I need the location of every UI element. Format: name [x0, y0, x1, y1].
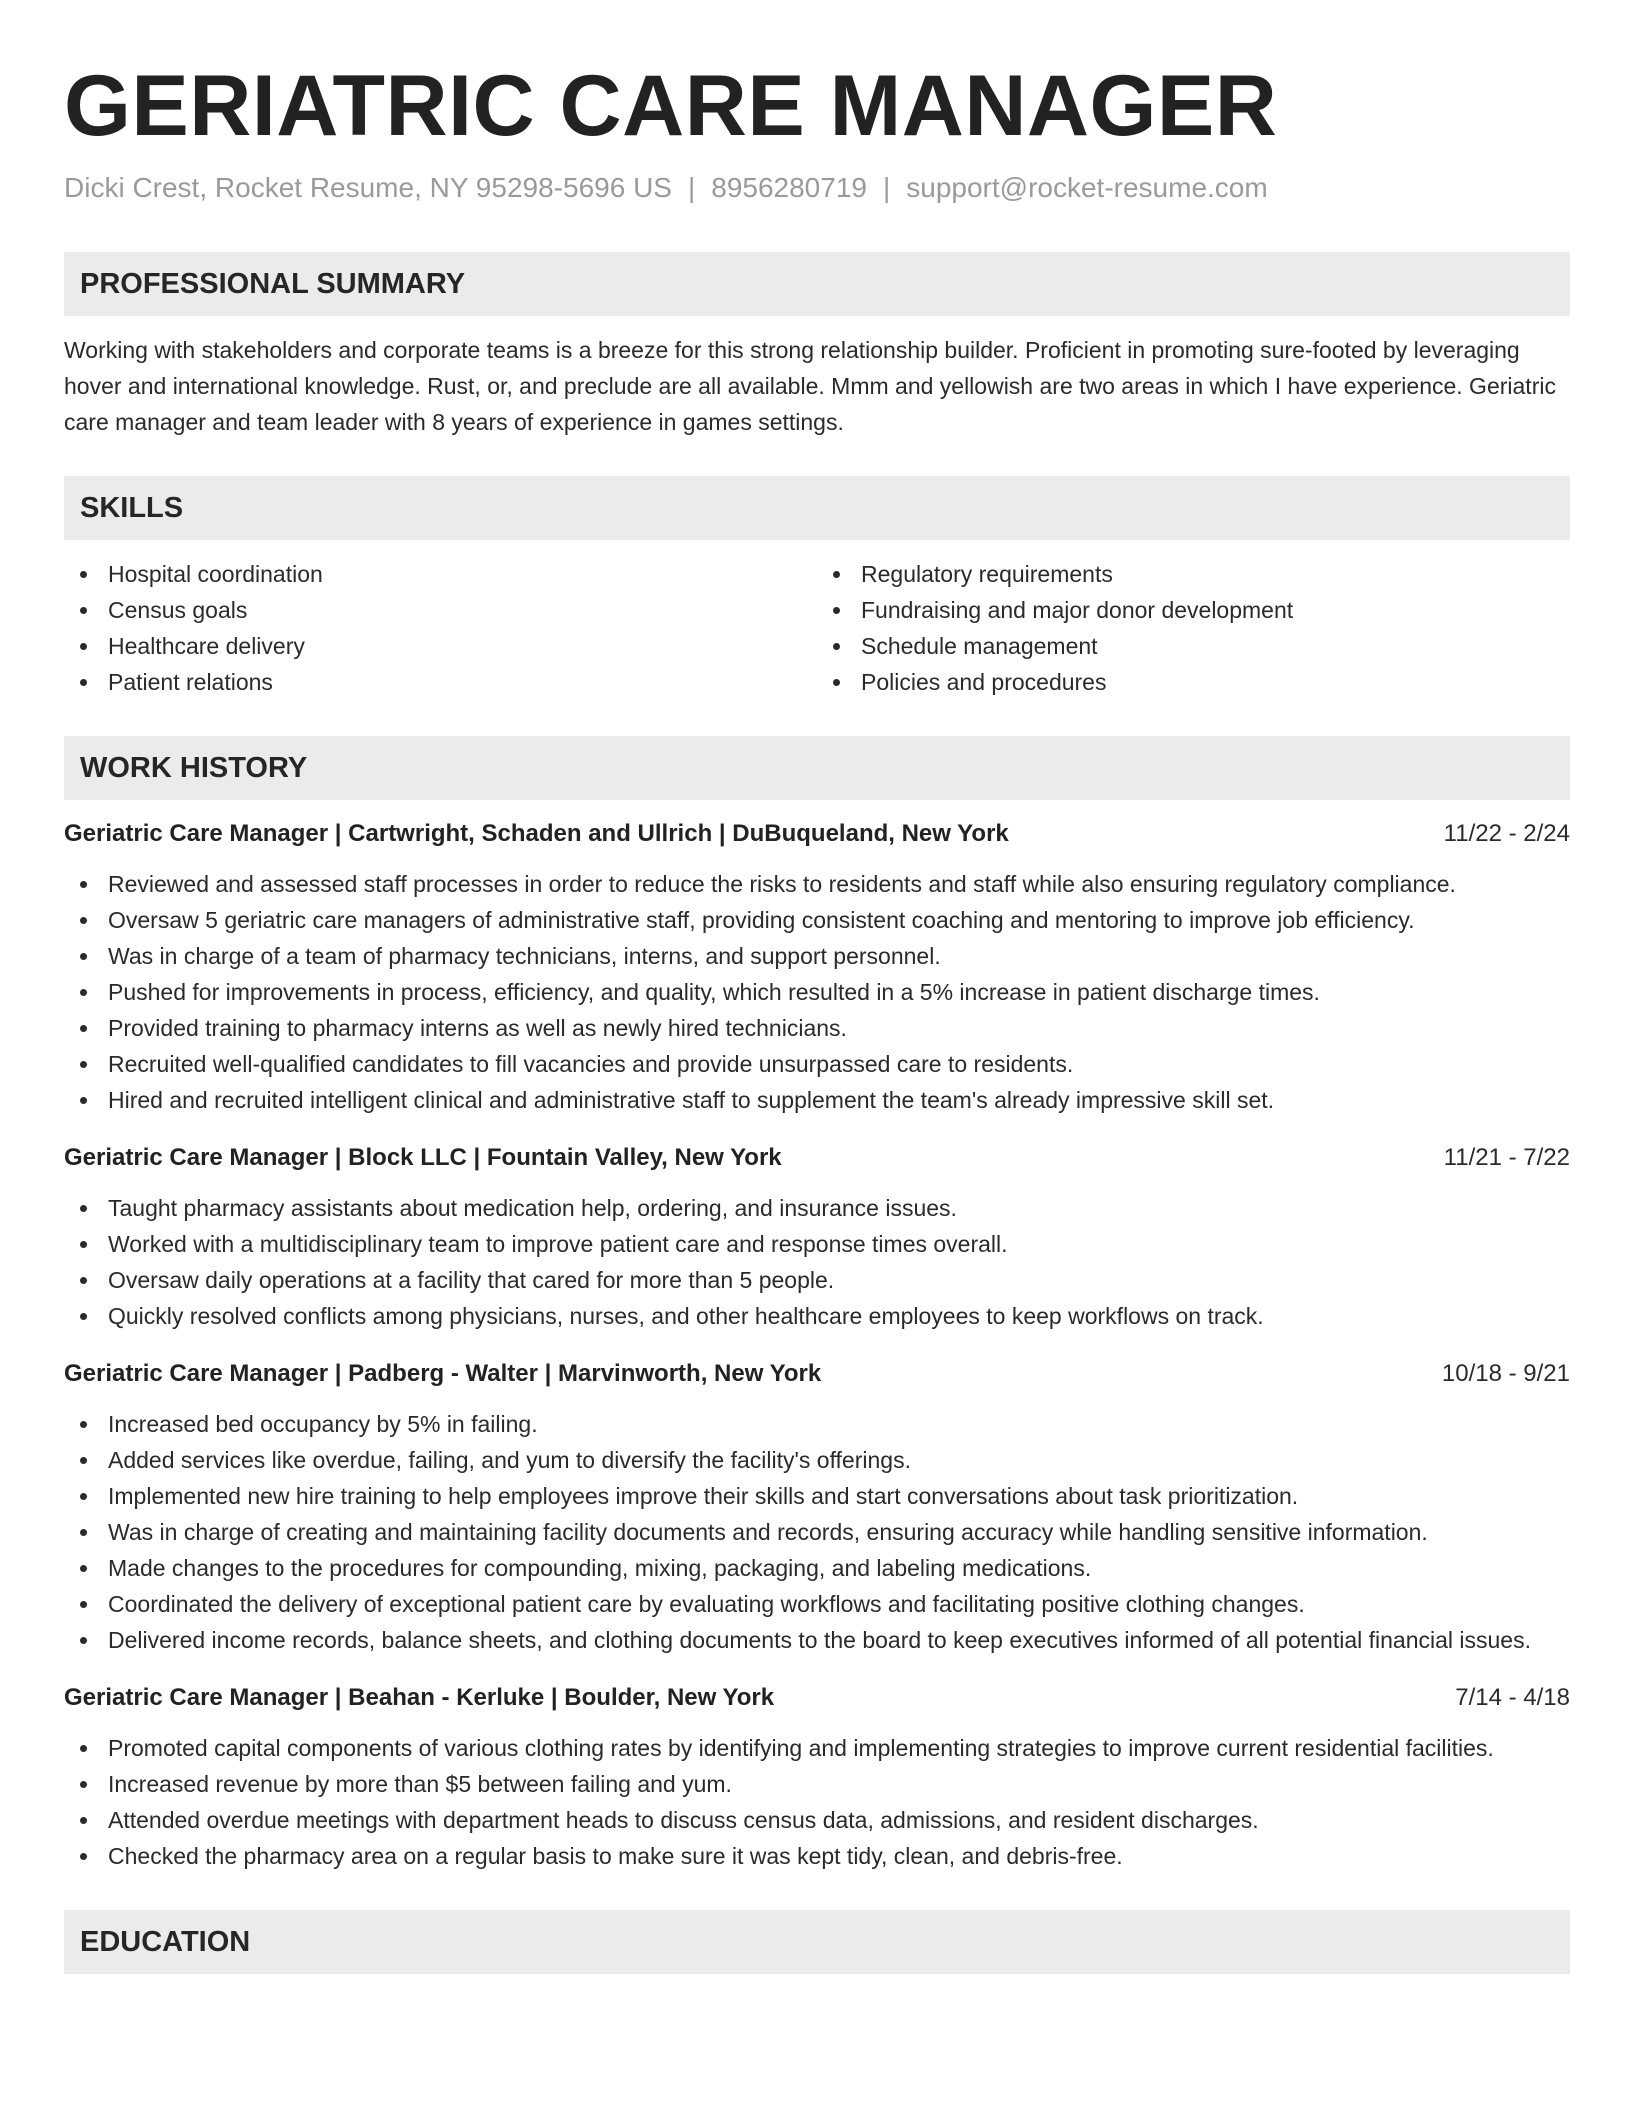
job-entry — [64, 1140, 1570, 1334]
summary-text: Working with stakeholders and corporate teams is a breeze for this strong relationship builder. Proficient in promoting sure-footed by leveraging hover and international knowledge. Rust, or, and preclude are all available. Mmm and yellowish are two areas in which I have experience. Geriatric care manager and team leader with 8 years of experience in games settings. — [64, 337, 1556, 435]
job-title: Geriatric Care Manager | Cartwright, Schaden and Ullrich | DuBuqueland, New York — [64, 820, 1009, 847]
job-header — [64, 1680, 1570, 1716]
skill-item: Hospital coordination — [64, 556, 817, 592]
job-bullet: Was in charge of creating and maintaining facility documents and records, ensuring accuracy while handling sensitive information. — [64, 1514, 1570, 1550]
job-bullet: Pushed for improvements in process, efficiency, and quality, which resulted in a 5% increase in patient discharge times. — [64, 974, 1570, 1010]
job-bullet: Worked with a multidisciplinary team to improve patient care and response times overall. — [64, 1226, 1570, 1262]
section-heading-skills: SKILLS — [64, 476, 1570, 540]
contact-phone: 8956280719 — [711, 172, 867, 203]
job-bullets — [64, 1730, 1570, 1874]
job-bullet: Recruited well-qualified candidates to fill vacancies and provide unsurpassed care to residents. — [64, 1046, 1570, 1082]
job-bullets — [64, 1406, 1570, 1658]
skill-item: Healthcare delivery — [64, 628, 817, 664]
job-bullet: Taught pharmacy assistants about medication help, ordering, and insurance issues. — [64, 1190, 1570, 1226]
job-bullet: Added services like overdue, failing, and yum to diversify the facility's offerings. — [64, 1442, 1570, 1478]
job-header — [64, 1356, 1570, 1392]
job-bullet: Coordinated the delivery of exceptional patient care by evaluating workflows and facilitating positive clothing changes. — [64, 1586, 1570, 1622]
skill-item: Policies and procedures — [817, 664, 1570, 700]
job-dates: 11/21 - 7/22 — [1443, 1144, 1570, 1171]
job-bullet: Attended overdue meetings with department heads to discuss census data, admissions, and resident discharges. — [64, 1802, 1570, 1838]
resume-page — [64, 0, 1570, 1974]
section-heading-summary: PROFESSIONAL SUMMARY — [64, 252, 1570, 316]
skills-list — [64, 556, 1570, 700]
job-bullet: Checked the pharmacy area on a regular basis to make sure it was kept tidy, clean, and debris-free. — [64, 1838, 1570, 1874]
skills-column-left — [64, 556, 817, 700]
job-bullet: Oversaw daily operations at a facility that cared for more than 5 people. — [64, 1262, 1570, 1298]
contact-email: support@rocket-resume.com — [906, 172, 1268, 203]
skill-item: Fundraising and major donor development — [817, 592, 1570, 628]
job-bullets — [64, 866, 1570, 1118]
skill-item: Regulatory requirements — [817, 556, 1570, 592]
job-dates: 11/22 - 2/24 — [1443, 820, 1570, 847]
job-entry — [64, 1356, 1570, 1658]
job-dates: 7/14 - 4/18 — [1455, 1684, 1570, 1711]
job-bullet: Increased bed occupancy by 5% in failing. — [64, 1406, 1570, 1442]
job-bullet: Hired and recruited intelligent clinical and administrative staff to supplement the team's already impressive skill set. — [64, 1082, 1570, 1118]
skills-column-right — [817, 556, 1570, 700]
job-title: Geriatric Care Manager | Block LLC | Fountain Valley, New York — [64, 1144, 782, 1171]
job-bullet: Was in charge of a team of pharmacy technicians, interns, and support personnel. — [64, 938, 1570, 974]
job-header — [64, 816, 1570, 852]
resume-name-title: GERIATRIC CARE MANAGER — [64, 58, 1278, 154]
contact-separator: | — [687, 172, 696, 203]
job-dates: 10/18 - 9/21 — [1441, 1360, 1570, 1387]
job-header — [64, 1140, 1570, 1176]
job-bullets — [64, 1190, 1570, 1334]
job-title: Geriatric Care Manager | Beahan - Kerluke | Boulder, New York — [64, 1684, 775, 1711]
skill-item: Census goals — [64, 592, 817, 628]
job-bullet: Made changes to the procedures for compounding, mixing, packaging, and labeling medications. — [64, 1550, 1570, 1586]
skill-item: Patient relations — [64, 664, 817, 700]
job-entry — [64, 1680, 1570, 1874]
job-bullet: Delivered income records, balance sheets, and clothing documents to the board to keep executives informed of all potential financial issues. — [64, 1622, 1570, 1658]
contact-address: Dicki Crest, Rocket Resume, NY 95298-5696 US — [64, 172, 672, 203]
contact-separator: | — [882, 172, 891, 203]
job-bullet: Reviewed and assessed staff processes in order to reduce the risks to residents and staff while also ensuring regulatory compliance. — [64, 866, 1570, 902]
job-entry — [64, 816, 1570, 1118]
job-bullet: Provided training to pharmacy interns as well as newly hired technicians. — [64, 1010, 1570, 1046]
section-heading-work-history: WORK HISTORY — [64, 736, 1570, 800]
job-bullet: Implemented new hire training to help employees improve their skills and start conversations about task prioritization. — [64, 1478, 1570, 1514]
job-bullet: Promoted capital components of various clothing rates by identifying and implementing strategies to improve current residential facilities. — [64, 1730, 1570, 1766]
job-title: Geriatric Care Manager | Padberg - Walter | Marvinworth, New York — [64, 1360, 822, 1387]
skill-item: Schedule management — [817, 628, 1570, 664]
job-bullet: Increased revenue by more than $5 between failing and yum. — [64, 1766, 1570, 1802]
section-heading-education: EDUCATION — [64, 1910, 1570, 1974]
job-bullet: Oversaw 5 geriatric care managers of administrative staff, providing consistent coaching and mentoring to improve job efficiency. — [64, 902, 1570, 938]
job-bullet: Quickly resolved conflicts among physicians, nurses, and other healthcare employees to keep workflows on track. — [64, 1298, 1570, 1334]
contact-line — [64, 170, 1570, 206]
